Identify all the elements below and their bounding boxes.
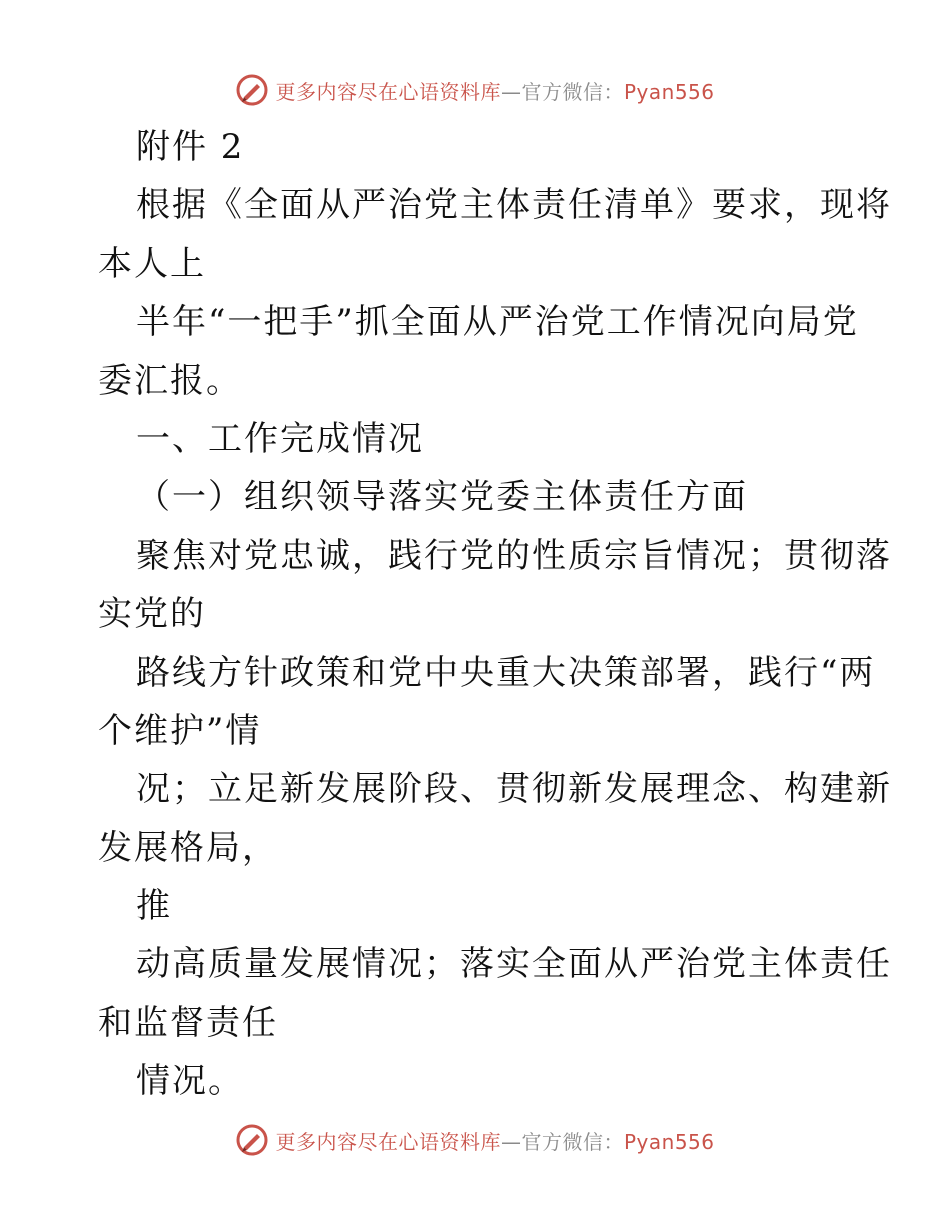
text-line: 动高质量发展情况；落实全面从严治党主体责任: [136, 944, 892, 985]
watermark-text: [275, 76, 714, 105]
watermark-dash: —: [500, 79, 522, 104]
pen-logo-icon: [235, 1123, 269, 1157]
text-line: 附件 2: [136, 127, 245, 167]
text-line: 半年“一把手”抓全面从严治党工作情况向局党: [136, 302, 859, 343]
text-line: 路线方针政策和党中央重大决策部署，践行“两: [136, 652, 876, 693]
text-line: （一）组织领导落实党委主体责任方面: [136, 477, 748, 518]
pen-logo-icon: [235, 73, 269, 107]
text-line: 一、工作完成情况: [136, 418, 424, 459]
watermark-dash: —: [500, 1129, 522, 1154]
text-line: 根据《全面从严治党主体责任清单》要求，现将: [136, 185, 892, 226]
watermark-brand: 更多内容尽在心语资料库: [275, 79, 501, 104]
footer-watermark: [0, 1120, 950, 1160]
text-line: 聚焦对党忠诚，践行党的性质宗旨情况；贯彻落: [136, 535, 892, 576]
text-line: 委汇报。: [98, 360, 242, 401]
text-line: 实党的: [98, 594, 206, 635]
watermark-wechat-label: 官方微信：: [521, 1129, 624, 1154]
text-line: 本人上: [98, 243, 206, 284]
watermark-group: [235, 1123, 714, 1157]
text-line: 个维护”情: [98, 710, 262, 751]
watermark-wechat-label: 官方微信：: [521, 79, 624, 104]
text-line: 推: [136, 886, 172, 927]
watermark-wechat-id: Pyan556: [623, 1129, 715, 1154]
header-watermark: [0, 70, 950, 110]
text-line: 情况。: [136, 1061, 244, 1102]
watermark-group: [235, 73, 714, 107]
watermark-brand: 更多内容尽在心语资料库: [275, 1129, 501, 1154]
watermark-text: [275, 1126, 714, 1155]
text-line: 发展格局，: [98, 827, 278, 868]
document-body: [98, 118, 892, 1111]
watermark-wechat-id: Pyan556: [623, 79, 715, 104]
text-line: 况；立足新发展阶段、贯彻新发展理念、构建新: [136, 769, 892, 810]
text-line: 和监督责任: [98, 1002, 278, 1043]
